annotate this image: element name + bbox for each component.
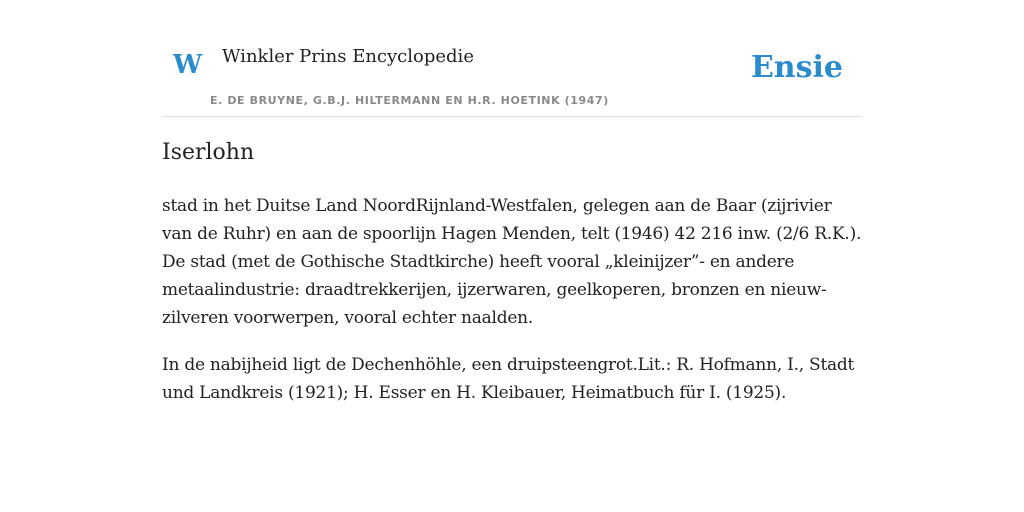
authors-line: E. DE BRUYNE, G.B.J. HILTERMANN EN H.R. HOETINK (1947) — [210, 94, 609, 107]
ensie-brand-link[interactable]: Ensie — [750, 50, 843, 85]
encyclopedia-title-link[interactable]: Winkler Prins Encyclopedie — [222, 46, 474, 67]
encyclopedia-logo[interactable]: W — [173, 50, 203, 80]
entry-title: Iserlohn — [162, 140, 255, 165]
entry-body — [162, 192, 862, 426]
entry-paragraph: In de nabijheid ligt de Dechenhöhle, een druipsteengrot.Lit.: R. Hofmann, I., Stadt und Landkreis (1921); H. Esser en H. Kleibauer, Heimatbuch für I. (1925). — [162, 355, 855, 403]
entry-paragraph: stad in het Duitse Land NoordRijnland-Westfalen, gelegen aan de Baar (zijrivier van de Ruhr) en aan de spoorlijn Hagen Menden, telt (1946) 42 216 inw. (2/6 R.K.). De stad (met de Gothische Stadtkirche) heeft vooral „kleinijzer”- en andere metaalindustrie: draadtrekkerijen, ijzerwaren, geelkoperen, bronzen en nieuw-zilveren voorwerpen, vooral echter naalden. — [162, 196, 862, 328]
source-header — [162, 40, 862, 117]
